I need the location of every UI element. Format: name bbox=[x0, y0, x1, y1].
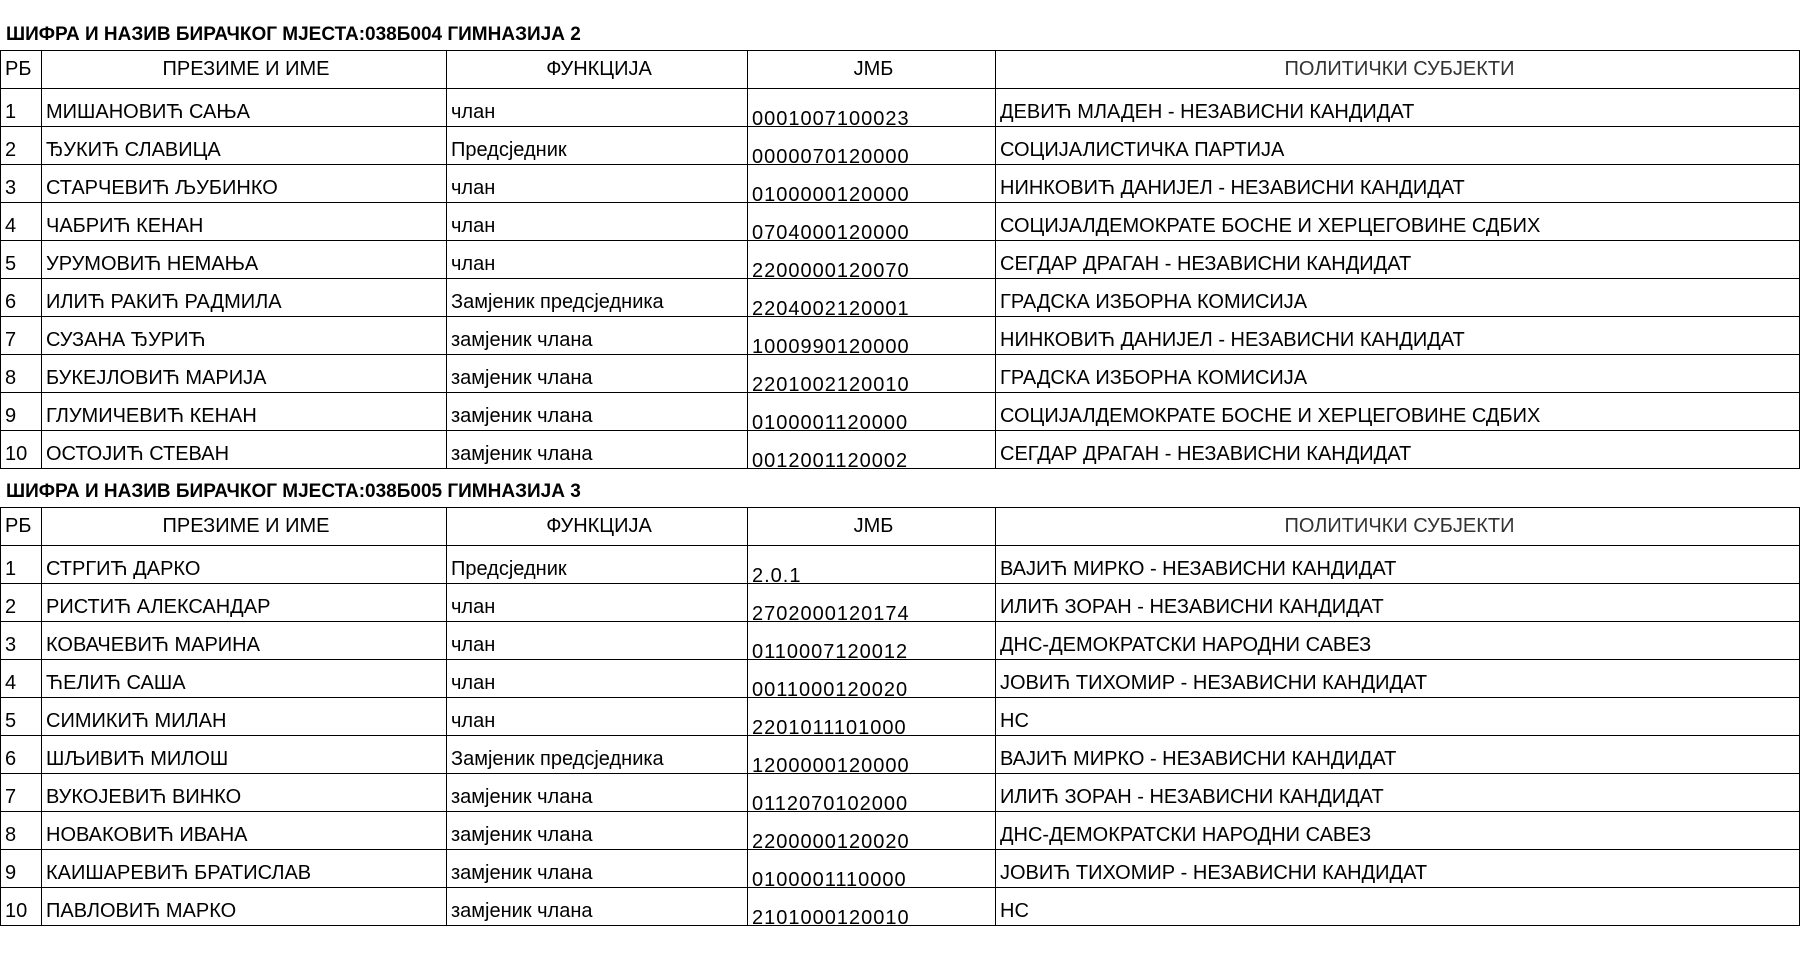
cell-name: ОСТОЈИЋ СТЕВАН bbox=[42, 431, 447, 469]
cell-function: Замјеник предсједника bbox=[447, 279, 748, 317]
cell-subject: ДНС-ДЕМОКРАТСКИ НАРОДНИ САВЕЗ bbox=[996, 622, 1800, 660]
cell-function: замјеник члана bbox=[447, 317, 748, 355]
jmb-redacted bbox=[752, 565, 995, 587]
table-row bbox=[1, 888, 1800, 926]
header-jmb: ЈМБ bbox=[748, 508, 996, 546]
header-function: ФУНКЦИЈА bbox=[447, 51, 748, 89]
jmb-redacted bbox=[752, 146, 995, 168]
cell-rb: 3 bbox=[1, 622, 42, 660]
cell-function: члан bbox=[447, 698, 748, 736]
jmb-value: 2204002120001 bbox=[752, 298, 910, 320]
cell-function: замјеник члана bbox=[447, 850, 748, 888]
table-row bbox=[1, 279, 1800, 317]
jmb-redacted bbox=[752, 450, 995, 472]
header-function: ФУНКЦИЈА bbox=[447, 508, 748, 546]
table-row bbox=[1, 774, 1800, 812]
cell-rb: 8 bbox=[1, 355, 42, 393]
cell-name: КОВАЧЕВИЋ МАРИНА bbox=[42, 622, 447, 660]
cell-jmb bbox=[748, 546, 996, 587]
table-row bbox=[1, 393, 1800, 431]
cell-rb: 7 bbox=[1, 317, 42, 355]
cell-jmb bbox=[748, 241, 996, 282]
table-row bbox=[1, 317, 1800, 355]
cell-jmb bbox=[748, 165, 996, 206]
cell-jmb bbox=[748, 279, 996, 320]
table-row bbox=[1, 736, 1800, 774]
cell-jmb bbox=[748, 317, 996, 358]
cell-rb: 7 bbox=[1, 774, 42, 812]
cell-function: замјеник члана bbox=[447, 888, 748, 926]
cell-function: замјеник члана bbox=[447, 812, 748, 850]
table-row bbox=[1, 850, 1800, 888]
jmb-value: 0001007100023 bbox=[752, 108, 910, 130]
header-name: ПРЕЗИМЕ И ИМЕ bbox=[42, 508, 447, 546]
jmb-value: 0100001110000 bbox=[752, 869, 907, 891]
cell-jmb bbox=[748, 89, 996, 130]
cell-jmb bbox=[748, 736, 996, 777]
table-header-row bbox=[1, 508, 1800, 546]
cell-name: ГЛУМИЧЕВИЋ КЕНАН bbox=[42, 393, 447, 431]
jmb-redacted bbox=[752, 108, 995, 130]
table-row bbox=[1, 127, 1800, 165]
cell-subject: СЕГДАР ДРАГАН - НЕЗАВИСНИ КАНДИДАТ bbox=[996, 431, 1800, 469]
jmb-redacted bbox=[752, 412, 995, 434]
cell-rb: 6 bbox=[1, 736, 42, 774]
table-row bbox=[1, 431, 1800, 469]
table-body bbox=[1, 51, 1800, 472]
cell-function: Замјеник предсједника bbox=[447, 736, 748, 774]
cell-jmb bbox=[748, 355, 996, 396]
cell-name: СТАРЧЕВИЋ ЉУБИНКО bbox=[42, 165, 447, 203]
jmb-value: 2702000120174 bbox=[752, 603, 910, 625]
header-subject: ПОЛИТИЧКИ СУБЈЕКТИ bbox=[996, 508, 1800, 546]
cell-subject: ГРАДСКА ИЗБОРНА КОМИСИЈА bbox=[996, 279, 1800, 317]
cell-subject: ДНС-ДЕМОКРАТСКИ НАРОДНИ САВЕЗ bbox=[996, 812, 1800, 850]
cell-function: члан bbox=[447, 165, 748, 203]
jmb-value: 0011000120020 bbox=[752, 679, 909, 701]
jmb-redacted bbox=[752, 869, 995, 891]
jmb-value: 2201002120010 bbox=[752, 374, 910, 396]
cell-jmb bbox=[748, 850, 996, 891]
cell-jmb bbox=[748, 431, 996, 472]
cell-rb: 2 bbox=[1, 584, 42, 622]
jmb-value: 0000070120000 bbox=[752, 146, 910, 168]
cell-rb: 4 bbox=[1, 203, 42, 241]
cell-name: НОВАКОВИЋ ИВАНА bbox=[42, 812, 447, 850]
jmb-value: 1200000120000 bbox=[752, 755, 910, 777]
table-row bbox=[1, 622, 1800, 660]
jmb-value: 1000990120000 bbox=[752, 336, 910, 358]
jmb-value: 0112070102000 bbox=[752, 793, 909, 815]
jmb-redacted bbox=[752, 793, 995, 815]
header-jmb: ЈМБ bbox=[748, 51, 996, 89]
cell-subject: ЈОВИЋ ТИХОМИР - НЕЗАВИСНИ КАНДИДАТ bbox=[996, 850, 1800, 888]
cell-jmb bbox=[748, 698, 996, 739]
cell-function: члан bbox=[447, 622, 748, 660]
cell-name: ЂУКИЋ СЛАВИЦА bbox=[42, 127, 447, 165]
cell-subject: ДЕВИЋ МЛАДЕН - НЕЗАВИСНИ КАНДИДАТ bbox=[996, 89, 1800, 127]
header-rb: РБ bbox=[1, 51, 42, 89]
committee-table bbox=[0, 507, 1800, 929]
cell-subject: СОЦИЈАЛДЕМОКРАТЕ БОСНЕ И ХЕРЦЕГОВИНЕ СДБИХ bbox=[996, 203, 1800, 241]
table-row bbox=[1, 355, 1800, 393]
cell-subject: ГРАДСКА ИЗБОРНА КОМИСИЈА bbox=[996, 355, 1800, 393]
table-row bbox=[1, 89, 1800, 127]
jmb-redacted bbox=[752, 603, 995, 625]
table-row bbox=[1, 698, 1800, 736]
cell-rb: 3 bbox=[1, 165, 42, 203]
cell-subject: ВАЈИЋ МИРКО - НЕЗАВИСНИ КАНДИДАТ bbox=[996, 736, 1800, 774]
jmb-value: 2.0.1 bbox=[752, 565, 802, 587]
cell-name: ШЉИВИЋ МИЛОШ bbox=[42, 736, 447, 774]
cell-subject: ЈОВИЋ ТИХОМИР - НЕЗАВИСНИ КАНДИДАТ bbox=[996, 660, 1800, 698]
cell-function: члан bbox=[447, 660, 748, 698]
jmb-redacted bbox=[752, 336, 995, 358]
cell-jmb bbox=[748, 888, 996, 929]
cell-jmb bbox=[748, 622, 996, 663]
cell-subject: ИЛИЋ ЗОРАН - НЕЗАВИСНИ КАНДИДАТ bbox=[996, 774, 1800, 812]
cell-subject: ВАЈИЋ МИРКО - НЕЗАВИСНИ КАНДИДАТ bbox=[996, 546, 1800, 584]
cell-jmb bbox=[748, 203, 996, 244]
committee-table bbox=[0, 50, 1800, 472]
cell-jmb bbox=[748, 774, 996, 815]
section-title: ШИФРА И НАЗИВ БИРАЧКОГ МЈЕСТА:038Б004 ГИМНАЗИЈА 2 bbox=[6, 24, 581, 45]
jmb-value: 2201011101000 bbox=[752, 717, 907, 739]
header-name: ПРЕЗИМЕ И ИМЕ bbox=[42, 51, 447, 89]
jmb-value: 0100000120000 bbox=[752, 184, 910, 206]
table-row bbox=[1, 241, 1800, 279]
jmb-redacted bbox=[752, 679, 995, 701]
cell-function: члан bbox=[447, 584, 748, 622]
cell-function: члан bbox=[447, 203, 748, 241]
jmb-redacted bbox=[752, 831, 995, 853]
cell-name: СТРГИЋ ДАРКО bbox=[42, 546, 447, 584]
table-row bbox=[1, 546, 1800, 584]
cell-function: члан bbox=[447, 241, 748, 279]
cell-rb: 1 bbox=[1, 89, 42, 127]
cell-function: замјеник члана bbox=[447, 355, 748, 393]
header-subject: ПОЛИТИЧКИ СУБЈЕКТИ bbox=[996, 51, 1800, 89]
table-row bbox=[1, 812, 1800, 850]
cell-name: ВУКОЈЕВИЋ ВИНКО bbox=[42, 774, 447, 812]
cell-jmb bbox=[748, 393, 996, 434]
table-row bbox=[1, 165, 1800, 203]
jmb-redacted bbox=[752, 374, 995, 396]
cell-function: Предсједник bbox=[447, 546, 748, 584]
jmb-value: 0704000120000 bbox=[752, 222, 910, 244]
cell-subject: НС bbox=[996, 888, 1800, 926]
cell-rb: 4 bbox=[1, 660, 42, 698]
jmb-value: 2200000120020 bbox=[752, 831, 910, 853]
cell-name: МИШАНОВИЋ САЊА bbox=[42, 89, 447, 127]
jmb-redacted bbox=[752, 260, 995, 282]
cell-name: ПАВЛОВИЋ МАРКО bbox=[42, 888, 447, 926]
cell-name: РИСТИЋ АЛЕКСАНДАР bbox=[42, 584, 447, 622]
cell-subject: НС bbox=[996, 698, 1800, 736]
cell-name: БУКЕЈЛОВИЋ МАРИЈА bbox=[42, 355, 447, 393]
jmb-value: 0110007120012 bbox=[752, 641, 909, 663]
cell-rb: 9 bbox=[1, 850, 42, 888]
jmb-redacted bbox=[752, 755, 995, 777]
jmb-redacted bbox=[752, 184, 995, 206]
section-title: ШИФРА И НАЗИВ БИРАЧКОГ МЈЕСТА:038Б005 ГИМНАЗИЈА 3 bbox=[6, 481, 581, 502]
cell-rb: 10 bbox=[1, 431, 42, 469]
cell-name: СИМИКИЋ МИЛАН bbox=[42, 698, 447, 736]
cell-subject: СОЦИЈАЛДЕМОКРАТЕ БОСНЕ И ХЕРЦЕГОВИНЕ СДБИХ bbox=[996, 393, 1800, 431]
cell-jmb bbox=[748, 584, 996, 625]
cell-function: замјеник члана bbox=[447, 393, 748, 431]
cell-name: УРУМОВИЋ НЕМАЊА bbox=[42, 241, 447, 279]
jmb-redacted bbox=[752, 298, 995, 320]
cell-subject: СОЦИЈАЛИСТИЧКА ПАРТИЈА bbox=[996, 127, 1800, 165]
jmb-redacted bbox=[752, 907, 995, 929]
cell-name: КАИШАРЕВИЋ БРАТИСЛАВ bbox=[42, 850, 447, 888]
cell-rb: 10 bbox=[1, 888, 42, 926]
cell-subject: НИНКОВИЋ ДАНИЈЕЛ - НЕЗАВИСНИ КАНДИДАТ bbox=[996, 165, 1800, 203]
cell-subject: НИНКОВИЋ ДАНИЈЕЛ - НЕЗАВИСНИ КАНДИДАТ bbox=[996, 317, 1800, 355]
cell-jmb bbox=[748, 812, 996, 853]
cell-rb: 8 bbox=[1, 812, 42, 850]
cell-rb: 5 bbox=[1, 698, 42, 736]
cell-subject: ИЛИЋ ЗОРАН - НЕЗАВИСНИ КАНДИДАТ bbox=[996, 584, 1800, 622]
jmb-value: 0100001120000 bbox=[752, 412, 909, 434]
cell-rb: 1 bbox=[1, 546, 42, 584]
cell-jmb bbox=[748, 127, 996, 168]
cell-jmb bbox=[748, 660, 996, 701]
cell-name: ЋЕЛИЋ САША bbox=[42, 660, 447, 698]
jmb-value: 2101000120010 bbox=[752, 907, 910, 929]
cell-subject: СЕГДАР ДРАГАН - НЕЗАВИСНИ КАНДИДАТ bbox=[996, 241, 1800, 279]
jmb-value: 0012001120002 bbox=[752, 450, 909, 472]
cell-function: Предсједник bbox=[447, 127, 748, 165]
cell-rb: 5 bbox=[1, 241, 42, 279]
cell-name: ИЛИЋ РАКИЋ РАДМИЛА bbox=[42, 279, 447, 317]
table-body bbox=[1, 508, 1800, 929]
cell-function: замјеник члана bbox=[447, 774, 748, 812]
cell-name: СУЗАНА ЂУРИЋ bbox=[42, 317, 447, 355]
cell-function: замјеник члана bbox=[447, 431, 748, 469]
table-row bbox=[1, 584, 1800, 622]
header-rb: РБ bbox=[1, 508, 42, 546]
cell-rb: 2 bbox=[1, 127, 42, 165]
cell-name: ЧАБРИЋ КЕНАН bbox=[42, 203, 447, 241]
cell-rb: 9 bbox=[1, 393, 42, 431]
table-row bbox=[1, 203, 1800, 241]
jmb-redacted bbox=[752, 222, 995, 244]
cell-rb: 6 bbox=[1, 279, 42, 317]
jmb-redacted bbox=[752, 717, 995, 739]
jmb-value: 2200000120070 bbox=[752, 260, 910, 282]
cell-function: члан bbox=[447, 89, 748, 127]
table-row bbox=[1, 660, 1800, 698]
jmb-redacted bbox=[752, 641, 995, 663]
table-header-row bbox=[1, 51, 1800, 89]
